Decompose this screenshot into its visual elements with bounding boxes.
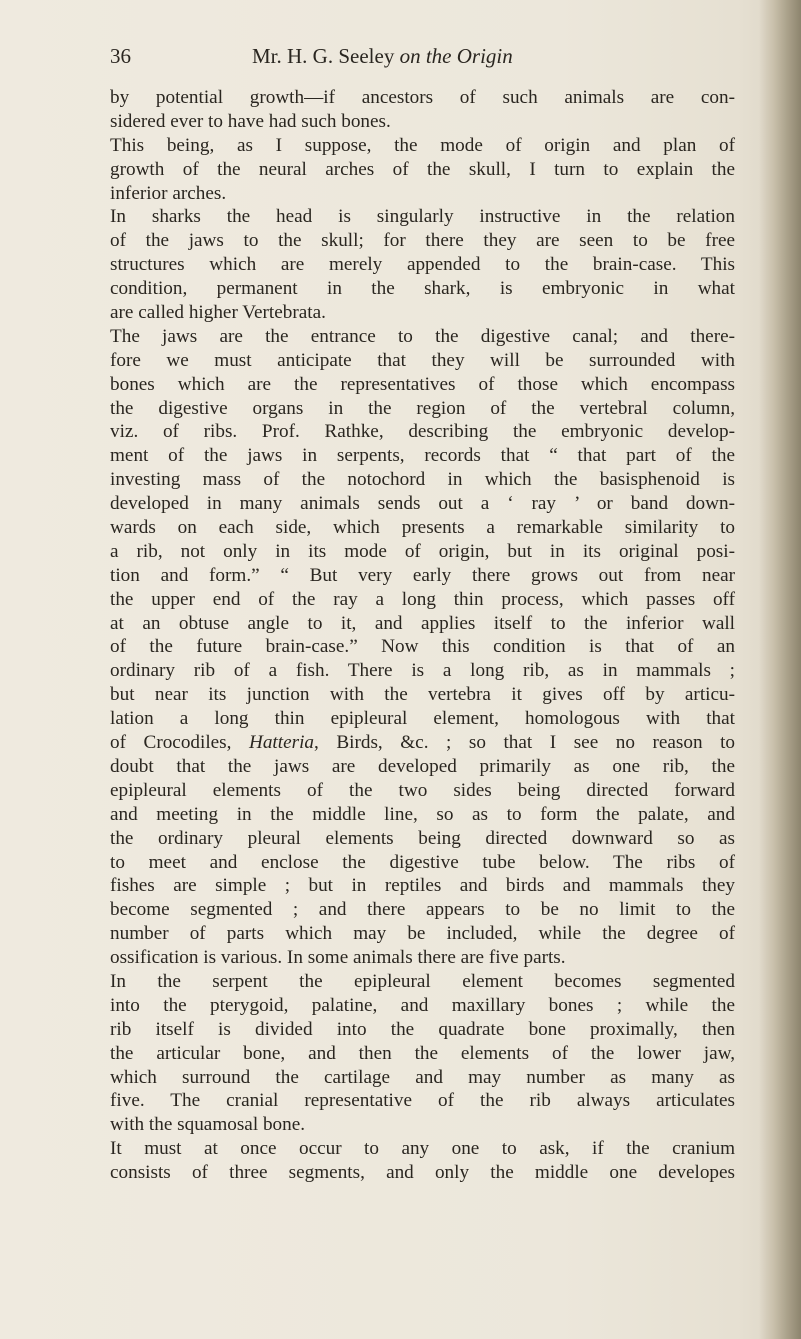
text-line: epipleural elements of the two sides being directed forward [110, 779, 735, 801]
text-line: bones which are the representatives of those which encompass [110, 373, 735, 395]
text-line: ordinary rib of a fish. There is a long rib, as in mammals ; [110, 660, 735, 682]
text-line: fore we must anticipate that they will be surrounded with [110, 349, 735, 371]
running-head-title [252, 44, 513, 69]
body-text [110, 86, 735, 1185]
text-line [110, 731, 735, 755]
text-line: doubt that the jaws are developed primarily as one rib, the [110, 755, 735, 777]
text-line: number of parts which may be included, while the degree of [110, 923, 735, 945]
page-binding-edge [759, 0, 801, 1339]
text-line: become segmented ; and there appears to be no limit to the [110, 899, 735, 921]
text-line: condition, permanent in the shark, is embryonic in what [110, 278, 735, 300]
running-head [110, 44, 730, 74]
text-line: and meeting in the middle line, so as to form the palate, and [110, 803, 735, 825]
text-line: by potential growth—if ancestors of such animals are con- [110, 87, 735, 108]
text-line: In sharks the head is singularly instructive in the relation [110, 206, 735, 228]
text-line: the digestive organs in the region of the vertebral column, [110, 397, 735, 419]
page-number: 36 [110, 44, 131, 68]
text-line: tion and form.” “ But very early there grows out from near [110, 564, 735, 586]
text-line: to meet and enclose the digestive tube below. The ribs of [110, 851, 735, 873]
text-line: growth of the neural arches of the skull, I turn to explain the [110, 158, 735, 180]
text-line: structures which are merely appended to the brain-case. This [110, 254, 735, 276]
text-line: viz. of ribs. Prof. Rathke, describing the embryonic develop- [110, 421, 735, 443]
text-line: In the serpent the epipleural element becomes segmented [110, 970, 735, 992]
text-line: with the squamosal bone. [110, 1114, 306, 1136]
text-line: sidered ever to have had such bones. [110, 110, 391, 132]
text-line: rib itself is divided into the quadrate bone proximally, then [110, 1018, 735, 1040]
text-line: the articular bone, and then the elements of the lower jaw, [110, 1042, 735, 1064]
text-line: five. The cranial representative of the rib always articulates [110, 1090, 735, 1112]
text-line: fishes are simple ; but in reptiles and birds and mammals they [110, 875, 735, 897]
text-line: ossification is various. In some animals there are five parts. [110, 947, 566, 969]
text-line: the ordinary pleural elements being directed downward so as [110, 827, 735, 849]
text-line: The jaws are the entrance to the digestive canal; and there- [110, 325, 735, 347]
text-line: inferior arches. [110, 182, 227, 204]
text-line: It must at once occur to any one to ask, if the cranium [110, 1138, 735, 1160]
text-line: into the pterygoid, palatine, and maxillary bones ; while the [110, 994, 735, 1016]
text-line: consists of three segments, and only the middle one developes [110, 1162, 735, 1184]
text-line: at an obtuse angle to it, and applies itself to the inferior wall [110, 612, 735, 634]
text-line: which surround the cartilage and may number as many as [110, 1066, 735, 1088]
text-line: a rib, not only in its mode of origin, but in its original posi- [110, 540, 735, 562]
text-line: This being, as I suppose, the mode of origin and plan of [110, 134, 735, 156]
text-line: but near its junction with the vertebra it gives off by articu- [110, 684, 735, 706]
running-head-title-italic: on the Origin [399, 44, 513, 68]
text-line-segment: , Birds, &c. ; so that I see no reason to [314, 732, 735, 754]
text-line: are called higher Vertebrata. [110, 302, 326, 324]
text-line-segment: of Crocodiles, [110, 732, 249, 754]
text-line: lation a long thin epipleural element, homologous with that [110, 708, 735, 730]
text-line: of the future brain-case.” Now this condition is that of an [110, 636, 735, 658]
running-head-author: Mr. H. G. Seeley [252, 44, 395, 68]
text-line: of the jaws to the skull; for there they are seen to be free [110, 230, 735, 252]
text-line: ment of the jaws in serpents, records that “ that part of the [110, 445, 735, 467]
text-line: wards on each side, which presents a remarkable similarity to [110, 517, 735, 539]
text-line: developed in many animals sends out a ‘ ray ’ or band down- [110, 493, 735, 515]
italic-term: Hatteria [248, 732, 315, 754]
text-line: investing mass of the notochord in which the basisphenoid is [110, 469, 735, 491]
text-line: the upper end of the ray a long thin process, which passes off [110, 588, 735, 610]
